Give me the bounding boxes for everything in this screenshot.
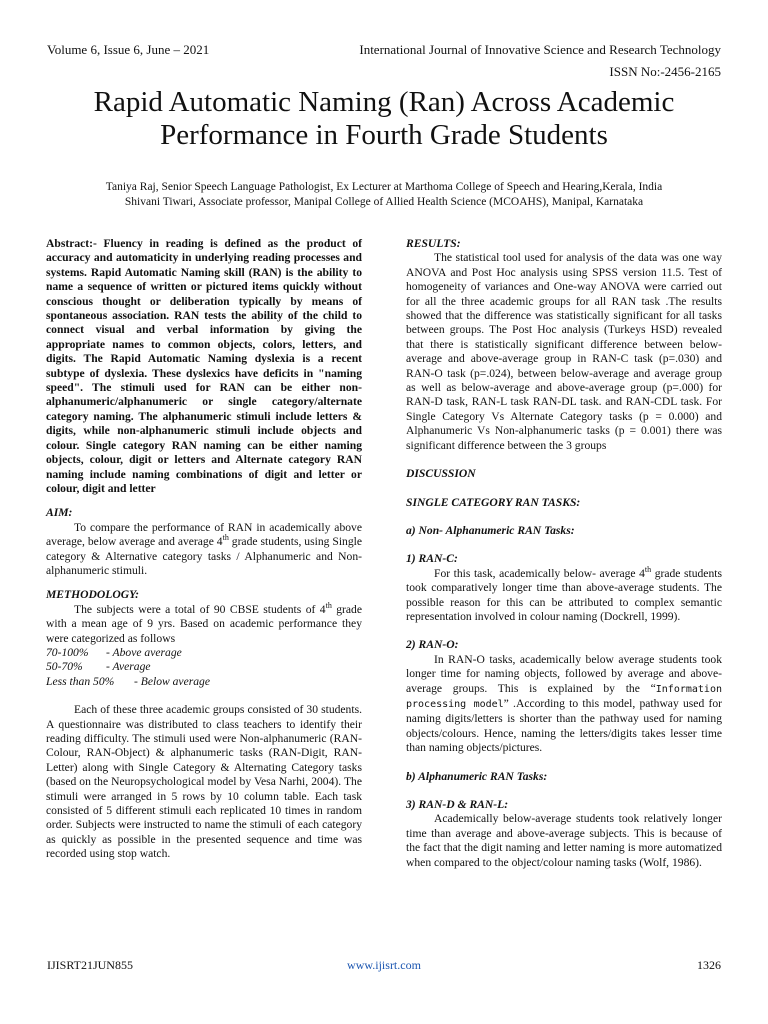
author-2: Shivani Tiwari, Associate professor, Manipal College of Allied Health Science (MCOAHS), Manipal, Karnataka [124, 195, 644, 208]
single-category-heading: SINGLE CATEGORY RAN TASKS: [406, 495, 581, 509]
aim-heading: AIM: [46, 506, 73, 520]
journal-url[interactable]: www.ijisrt.com [347, 958, 421, 972]
methodology-heading: METHODOLOGY: [46, 588, 139, 602]
alphanumeric-heading: b) Alphanumeric RAN Tasks: [406, 769, 548, 783]
ran-o-heading: 2) RAN-O: [406, 638, 459, 652]
results-heading: RESULTS: [406, 237, 461, 250]
issn: ISSN No:-2456-2165 [609, 64, 721, 79]
category-row: 50-70% - Average [46, 660, 151, 674]
paper-title: Rapid Automatic Naming (Ran) Across Academic Performance in Fourth Grade Students [93, 86, 675, 151]
aim-text: To compare the performance of RAN in academically above average, below average and average 4th grade students, using Single category & Alternative category tasks / Alphanumeric and Non-alphanumeric stimuli. [46, 520, 362, 577]
ran-o-text: In RAN-O tasks, academically below average students took longer time for naming objects, followed by average and above-average groups. This is explained by the “Information processing model” .According to this model, pathway used for naming digits/letters is shorter than the pathway used for naming objects/colours. Hence, naming the letters/digits takes lesser time than naming objects/pictures. [406, 652, 722, 755]
results-text: The statistical tool used for analysis of the data was one way ANOVA and Post Hoc analysis using SPSS version 11.5. Test of homogeneity of variances and One-way ANOVA were carried out for all the three academic groups for all RAN task .The results showed that the difference was statistically significant for all tasks between groups. The Post Hoc analysis (Turkeys HSD) revealed that there is statistically significant difference between below-average and above-average group in RAN-C task (p=.030) and RAN-O task (p=.024), between below-average and average group as well as below-average and above-average group (p=.000) for RAN-D task, RAN-L task RAN-DL task. and RAN-CDL task. For Single Category Vs Alternate Category tasks (p = 0.000) and Alphanumeric Vs Non-alphanumeric tasks (p = 0.001) there was significant difference between the 3 groups [406, 251, 722, 452]
ran-c-text: For this task, academically below- average 4th grade students took comparatively longer time than above-average students. The possible reason for this can be attributed to complex semantic representation involved in colour naming (Dockrell, 1999). [406, 564, 722, 623]
ran-c-heading: 1) RAN-C: [406, 552, 458, 566]
author-block [40, 180, 728, 209]
discussion-heading: DISCUSSION [406, 467, 476, 481]
left-column [46, 237, 362, 862]
page-number: 1326 [697, 958, 721, 972]
volume-issue: Volume 6, Issue 6, June – 2021 [47, 42, 210, 57]
author-1: Taniya Raj, Senior Speech Language Pathologist, Ex Lecturer at Marthoma College of Speech and Hearing,Kerala, India [105, 181, 663, 193]
ran-d-l-text: Academically below-average students took relatively longer time than average and above-average subjects. This is because of the fact that the digit naming and letter naming is more automatized when compared to the object/colour naming tasks (Wolf, 1986). [406, 812, 722, 869]
right-column [406, 237, 722, 870]
methodology-text: The subjects were a total of 90 CBSE students of 4th grade with a mean age of 9 yrs. Based on academic performance they were categorized as follows [46, 600, 362, 645]
article-id: IJISRT21JUN855 [47, 958, 133, 972]
ran-d-l-heading: 3) RAN-D & RAN-L: [406, 798, 509, 811]
category-row: Less than 50% - Below average [46, 674, 210, 688]
abstract: Abstract:- Fluency in reading is defined as the product of accuracy and automaticity in underlying reading processes and systems. Rapid Automatic Naming skill (RAN) is the ability to name a sequence of written or pictured items quickly without conscious thought or deliberation typically by means of spontaneous association. RAN tests the ability of the child to connect visual and verbal information by giving the appropriate names to common objects, colors, letters, and digits. The Rapid Automatic Naming dyslexia is a recent subtype of dyslexia. These dyslexics have deficits in "naming speed". The stimuli used for RAN can be either non-alphanumeric/alphanumeric or single category/alternate category naming. The alphanumeric stimuli include letters & digits, while non-alphanumeric stimuli include objects and colour. Single category RAN naming can be either naming objects, colour, digit or letters and Alternate category RAN naming include naming combinations of digit and letter or colour, digit and letter [46, 237, 362, 495]
methodology-procedure: Each of these three academic groups consisted of 30 students. A questionnaire was distributed to class teachers to identify their reading difficulty. The stimuli used were Non-alphanumeric (RAN-Colour, RAN-Object) & alphanumeric tasks (RAN-Digit, RAN-Letter) along with Single Category & Alternating Category tasks (based on the Neuropsychological model by Vesa Narhi, 2004). The stimuli were arranged in 5 rows by 10 column table. Each task consisted of 5 different stimuli each replicated 10 times in random order. Subjects were instructed to name the stimuli of each category as quickly as possible in the presented sequence and time was recorded using stop watch. [46, 703, 362, 861]
journal-name: International Journal of Innovative Science and Research Technology [359, 42, 721, 57]
category-row: 70-100% - Above average [46, 645, 182, 659]
non-alphanumeric-heading: a) Non- Alphanumeric RAN Tasks: [406, 523, 575, 537]
